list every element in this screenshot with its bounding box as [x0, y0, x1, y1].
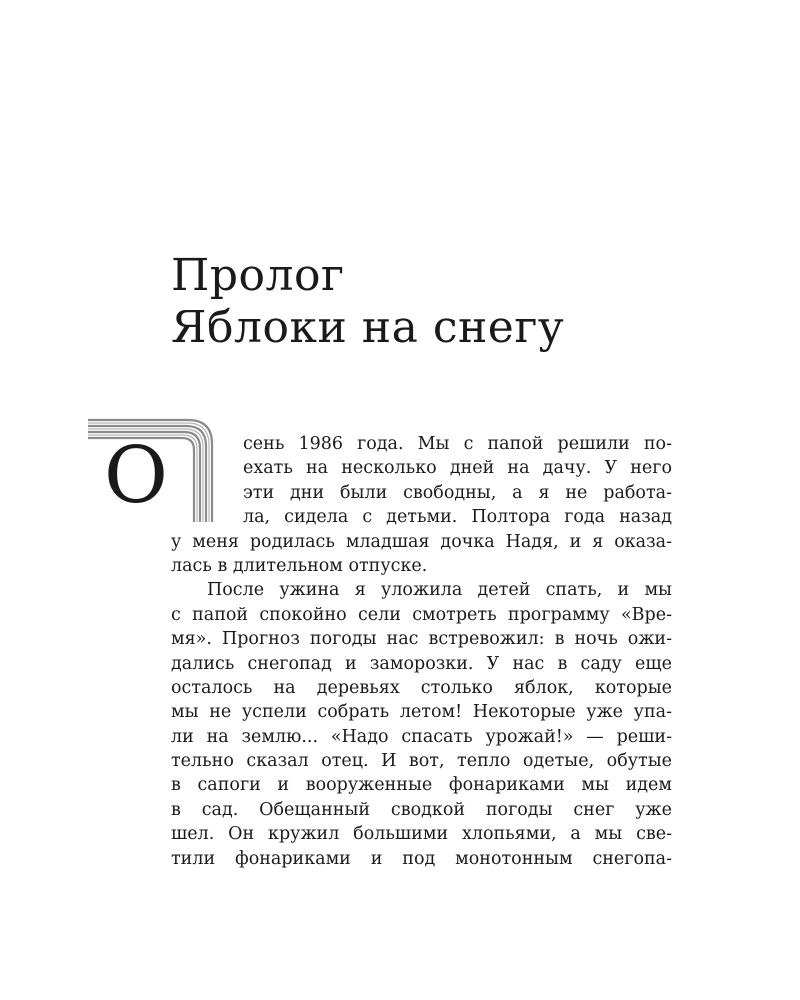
text-line: у меня родилась младшая дочка Надя, и я оказа-	[171, 531, 672, 552]
text-line: эти дни были свободны, а я не работа-	[243, 482, 672, 503]
text-line: мя». Прогноз погоды нас встревожил: в ночь ожи-	[171, 629, 672, 650]
dropcap-letter: О	[104, 431, 168, 521]
text-line: ли на землю... «Надо спасать урожай!» — реши-	[171, 726, 672, 747]
text-line: После ужина я уложила детей спать, и мы	[207, 580, 672, 601]
text-line: ехать на несколько дней на дачу. У него	[243, 458, 672, 479]
chapter-title-line-2: Яблоки на снегу	[171, 302, 565, 353]
text-line: с папой спокойно сели смотреть программу «Вре-	[171, 604, 672, 625]
text-line: осталось на деревьях столько яблок, которые	[171, 677, 672, 698]
text-line: лась в длительном отпуске.	[171, 555, 428, 576]
text-line: сень 1986 года. Мы с папой решили по-	[243, 434, 672, 454]
text-line: ла, сидела с детьми. Полтора года назад	[243, 507, 672, 528]
text-line: мы не успели собрать летом! Некоторые уже упа-	[171, 702, 672, 723]
body-text	[171, 432, 672, 871]
text-line: дались снегопад и заморозки. У нас в саду еще	[171, 653, 672, 674]
chapter-heading	[171, 250, 691, 354]
text-line: шел. Он кружил большими хлопьями, а мы све-	[171, 824, 672, 845]
text-line: тили фонариками и под монотонным снегопа-	[171, 848, 672, 869]
text-line: в сапоги и вооруженные фонариками мы идем	[171, 775, 672, 796]
chapter-title-line-1: Пролог	[171, 250, 345, 301]
text-line: в сад. Обещанный сводкой погоды снег уже	[171, 799, 672, 820]
text-line: тельно сказал отец. И вот, тепло одетые, обутые	[171, 751, 672, 772]
